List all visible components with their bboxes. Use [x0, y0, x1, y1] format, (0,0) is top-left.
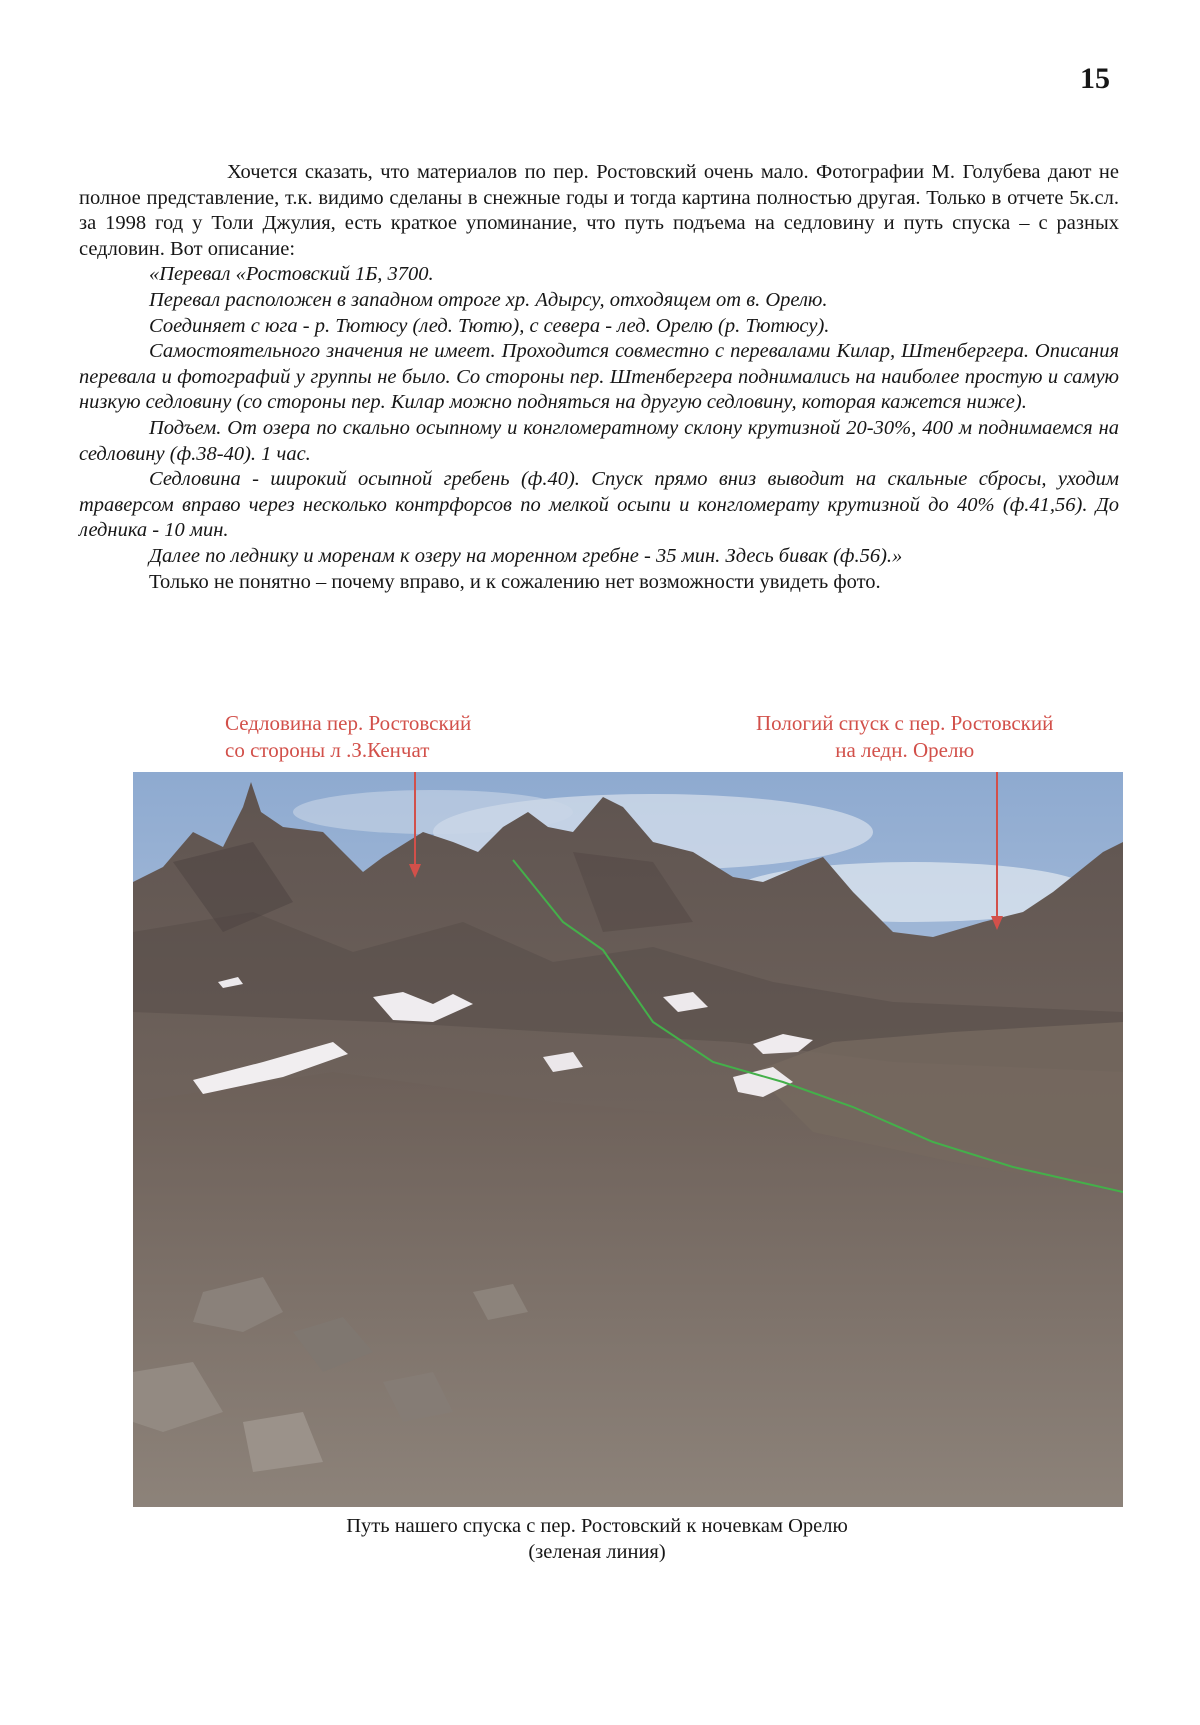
quote-paragraph: Седловина - широкий осыпной гребень (ф.40). Спуск прямо вниз выводит на скальные сбросы, уходим траверсом вправо через несколько контрфорсов по мелкой осыпи и конгломерату крутизной до 40% (ф.41,56). До ледника - 10 мин.	[79, 468, 1119, 542]
right-annotation	[756, 710, 1053, 764]
right-annotation-line2: на ледн. Орелю	[835, 738, 975, 762]
quote-line: «Перевал «Ростовский 1Б, 3700.	[149, 263, 434, 286]
page-number: 15	[1080, 62, 1110, 95]
body-text	[79, 160, 1119, 595]
left-annotation	[225, 710, 471, 764]
left-annotation-line1: Седловина пер. Ростовский	[225, 711, 472, 735]
caption-line2: (зеленая линия)	[528, 1541, 666, 1563]
photo-caption	[133, 1513, 1061, 1565]
quote-line: Соединяет с юга - р. Тютюсу (лед. Тютю), с севера - лед. Орелю (р. Тютюсу).	[149, 314, 830, 337]
quote-paragraph: Подъем. От озера по скально осыпному и конгломератному склону крутизной 20-30%, 400 м поднимаемся на седловину (ф.38-40). 1 час.	[79, 416, 1119, 465]
closing-paragraph: Только не понятно – почему вправо, и к сожалению нет возможности увидеть фото.	[149, 570, 881, 593]
quote-line: Перевал расположен в западном отроге хр. Адырсу, отходящем от в. Орелю.	[149, 288, 828, 311]
quote-paragraph: Самостоятельного значения не имеет. Проходится совместно с перевалами Килар, Штенбергера. Описания перевала и фотографий у группы не было. Со стороны пер. Штенбергера поднимались на наиболее простую и самую низкую седловину (со стороны пер. Килар можно подняться на другую седловину, которая кажется ниже).	[79, 340, 1119, 414]
caption-line1: Путь нашего спуска с пер. Ростовский к ночевкам Орелю	[346, 1515, 848, 1537]
right-annotation-line1: Пологий спуск с пер. Ростовский	[756, 711, 1054, 735]
mountain-photo	[133, 772, 1123, 1507]
left-annotation-line2: со стороны л .З.Кенчат	[225, 738, 430, 762]
quote-paragraph: Далее по леднику и моренам к озеру на моренном гребне - 35 мин. Здесь бивак (ф.56).»	[149, 544, 903, 567]
intro-paragraph: Хочется сказать, что материалов по пер. Ростовский очень мало. Фотографии М. Голубева дают не полное представление, т.к. видимо сделаны в снежные годы и тогда картина полностью другая. Только в отчете 5к.сл. за 1998 год у Толи Джулия, есть краткое упоминание, что путь подъема на седловину и путь спуска – с разных седловин. Вот описание:	[79, 161, 1119, 260]
